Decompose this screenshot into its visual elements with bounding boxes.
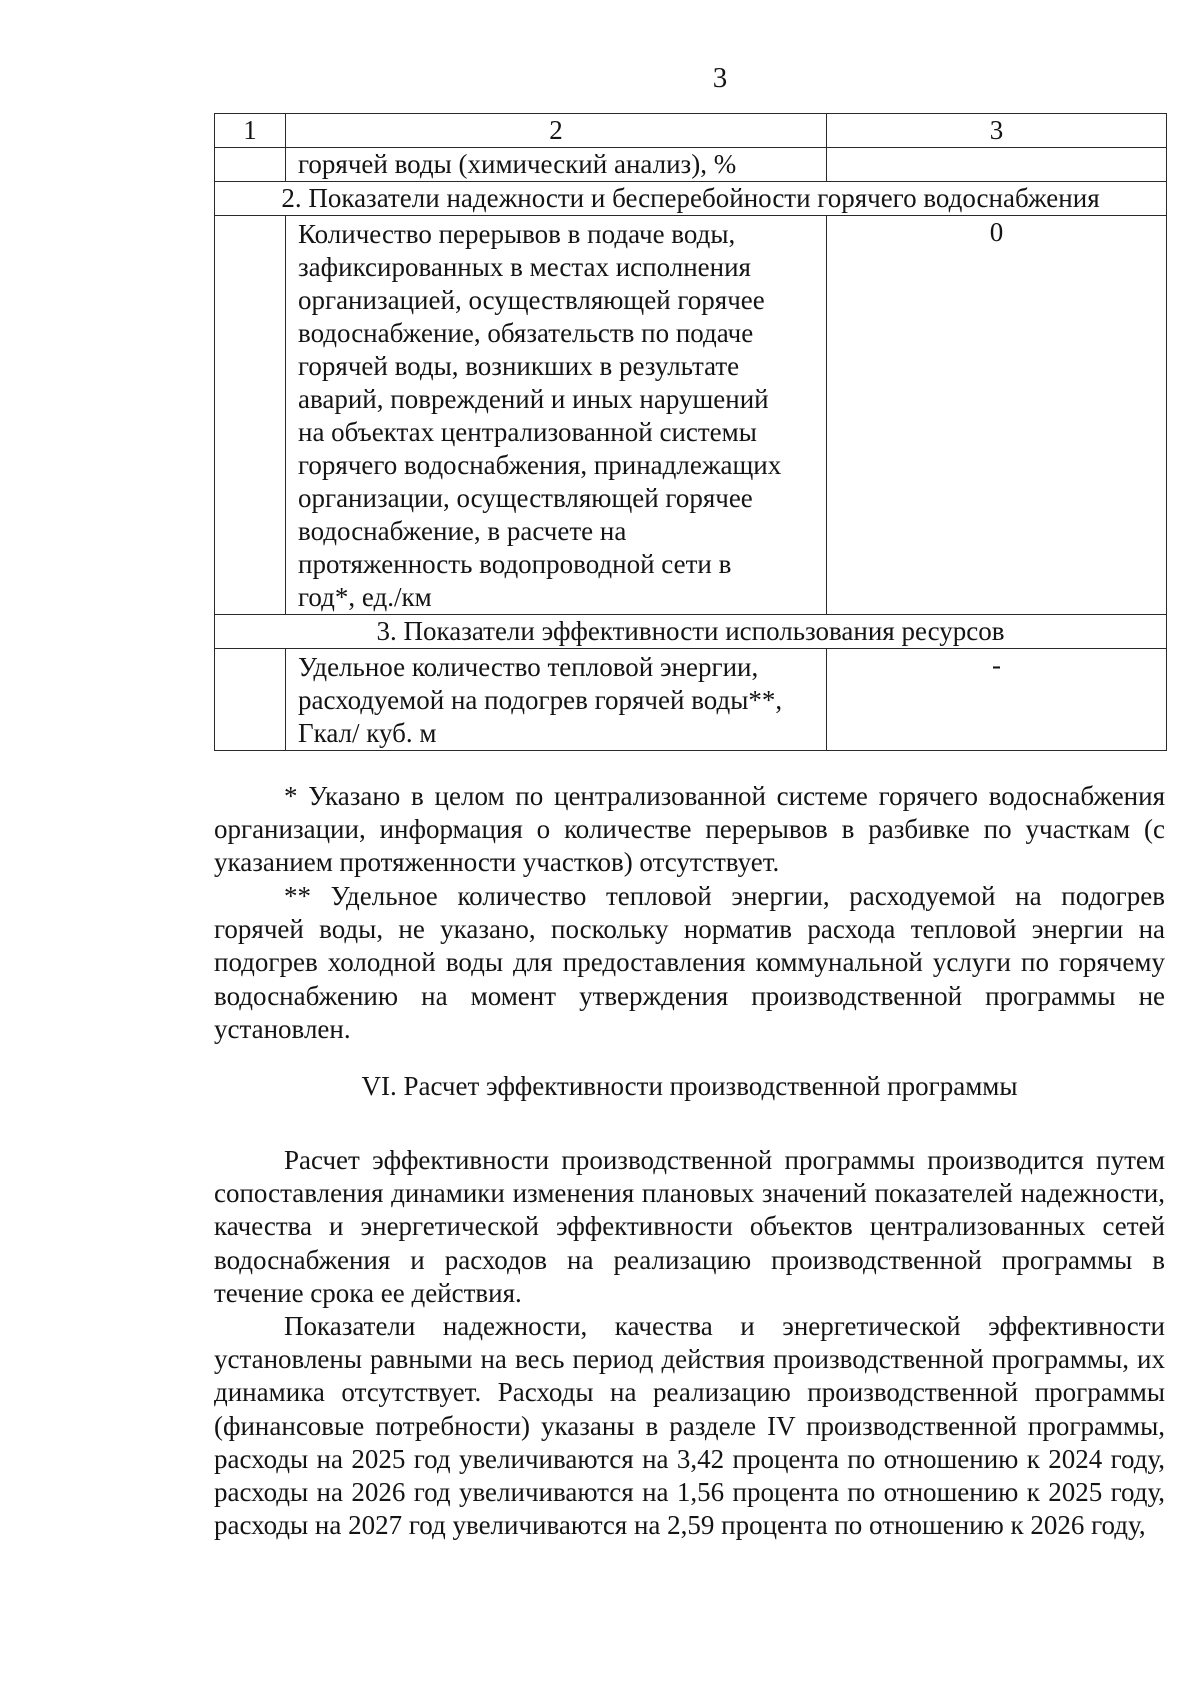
paragraph-1: Расчет эффективности производственной программы производится путем сопоставления динамики изменения плановых значений показателей надежности, качества и энергетической эффективности объектов централизованных сетей водоснабжения и расходов на реализацию производственной программы в течение срока ее действия.	[214, 1145, 1165, 1308]
section-title-reliability: 2. Показатели надежности и бесперебойности горячего водоснабжения	[215, 182, 1167, 216]
table-row	[215, 649, 1167, 751]
row-description-line: водоснабжение, в расчете на	[298, 516, 627, 546]
row-description-line: на объектах централизованной системы	[298, 417, 757, 447]
row-description-line: водоснабжение, обязательств по подаче	[298, 318, 754, 348]
section-heading: VI. Расчет эффективности производственной программы	[361, 1071, 1018, 1101]
row-number-cell	[215, 649, 286, 751]
row-description-cell	[286, 649, 827, 751]
row-description-line: зафиксированных в местах исполнения	[298, 252, 751, 282]
footnote-1: * Указано в целом по централизованной системе горячего водоснабжения организации, информация о количестве перерывов в разбивке по участкам (с указанием протяженности участков) отсутствует.	[214, 781, 1165, 878]
row-description-line: аварий, повреждений и иных нарушений	[298, 384, 769, 414]
table-section-row	[215, 182, 1167, 216]
indicators-table	[214, 113, 1167, 751]
row-description-line: год*, ед./км	[298, 582, 432, 612]
header-col-1: 1	[215, 114, 286, 148]
row-value-cell	[827, 148, 1167, 182]
table-row	[215, 148, 1167, 182]
row-number-cell	[215, 216, 286, 615]
row-value-cell: 0	[827, 216, 1167, 615]
row-description-line: горячего водоснабжения, принадлежащих	[298, 450, 782, 480]
row-description-line: Удельное количество тепловой энергии,	[298, 652, 759, 682]
row-description-line: Гкал/ куб. м	[298, 718, 437, 748]
header-col-3: 3	[827, 114, 1167, 148]
row-description-line: организацией, осуществляющей горячее	[298, 285, 765, 315]
header-col-2: 2	[286, 114, 827, 148]
row-description-line: горячей воды (химический анализ), %	[298, 149, 737, 179]
paragraph-2: Показатели надежности, качества и энергетической эффективности установлены равными на весь период действия производственной программы, их динамика отсутствует. Расходы на реализацию производственной программы (финансовые потребности) указаны в разделе IV производственной программы, расходы на 2025 год увеличиваются на 3,42 процента по отношению к 2024 году, расходы на 2026 год увеличиваются на 1,56 процента по отношению к 2025 году, расходы на 2027 год увеличиваются на 2,59 процента по отношению к 2026 году,	[214, 1311, 1165, 1541]
row-number-cell	[215, 148, 286, 182]
page-number: 3	[712, 62, 728, 94]
table-section-row	[215, 615, 1167, 649]
row-value-cell: -	[827, 649, 1167, 751]
table-header-row	[215, 114, 1167, 148]
row-description-line: расходуемой на подогрев горячей воды**,	[298, 685, 783, 715]
row-description-line: организации, осуществляющей горячее	[298, 483, 753, 513]
table-row	[215, 216, 1167, 615]
row-description-line: протяженность водопроводной сети в	[298, 549, 732, 579]
footnote-2: ** Удельное количество тепловой энергии, расходуемой на подогрев горячей воды, не указано, поскольку норматив расхода тепловой энергии на подогрев холодной воды для предоставления коммунальной услуги по горячему водоснабжению на момент утверждения производственной программы не установлен.	[214, 881, 1165, 1044]
row-description-cell	[286, 216, 827, 615]
row-description-cell	[286, 148, 827, 182]
row-description-line: Количество перерывов в подаче воды,	[298, 219, 736, 249]
section-title-efficiency: 3. Показатели эффективности использования ресурсов	[215, 615, 1167, 649]
row-description-line: горячей воды, возникших в результате	[298, 351, 740, 381]
